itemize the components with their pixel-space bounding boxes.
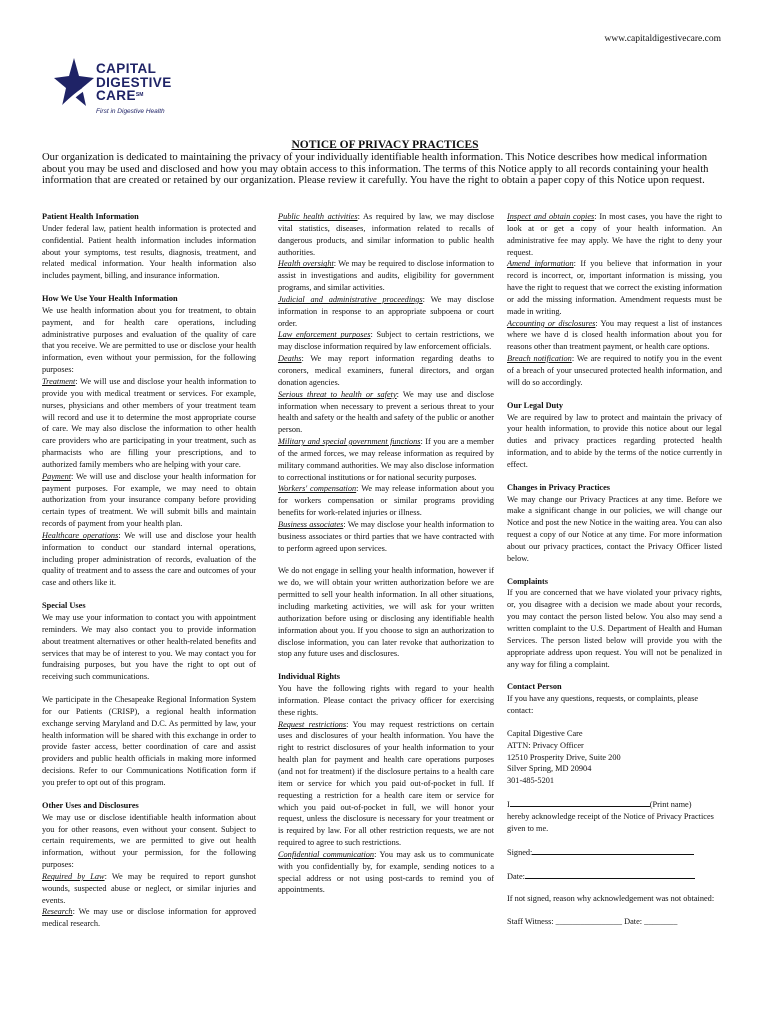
website-url: www.capitaldigestivecare.com	[604, 34, 721, 44]
amend-paragraph: Amend information: If you believe that information in your record is incorrect, or, important information is missing, you have the right to request that we correct the existing information or add the missing information. Amendment requests must be made in writing.	[507, 259, 723, 316]
duty-heading: Our Legal Duty	[507, 400, 564, 410]
complaints-heading: Complaints	[507, 576, 549, 586]
public-health-paragraph: Public health activities: As required by law, we may disclose vital statistics, diseases, information related to recalls of dangerous products, and similar information to public health authorities.	[278, 212, 494, 257]
changes-text: We may change our Privacy Practices at any time. Before we make a significant change in our policies, we will change our Notice and post the new Notice in the waiting area. You can also request a copy of our Notice at any time. For more information about our privacy practices, contact the Privacy Officer listed below.	[507, 494, 722, 563]
operations-paragraph: Healthcare operations: We will use and disclose your health information to conduct our standard internal operations, including proper administration of records, evaluation of the quality of treatment and to assess the care and outcomes of your case and others like it.	[42, 530, 256, 588]
date-field[interactable]	[525, 870, 695, 879]
military-paragraph: Military and special government functions: If you are a member of the armed forces, we may release information as required by military command authorities. We may also disclose information to correctional institutions or for national security purposes.	[278, 437, 494, 482]
address-street: 12510 Prosperity Drive, Suite 200	[507, 752, 621, 762]
amend-label: Amend information	[507, 259, 574, 269]
use-heading: How We Use Your Health Information	[42, 294, 178, 304]
threat-label: Serious threat to health or safety	[278, 389, 397, 399]
print-name-field[interactable]	[510, 798, 650, 807]
address-phone: 301-485-5201	[507, 776, 555, 786]
capital-digestive-care-logo	[52, 54, 202, 124]
acknowledgement-name-line: I (Print name)	[507, 800, 692, 810]
contact-heading: Contact Person	[507, 682, 562, 692]
phi-heading: Patient Health Information	[42, 212, 139, 221]
rights-text: You have the following rights with regard to your health information. Please contact the privacy officer for exercising these rights.	[278, 684, 494, 717]
deaths-paragraph: Deaths: We may report information regarding deaths to coroners, medical examiners, funeral directors, and organ donation agencies.	[278, 354, 494, 387]
research-label: Research	[42, 907, 73, 917]
column-2	[278, 211, 494, 896]
other-heading: Other Uses and Disclosures	[42, 800, 139, 810]
complaints-text: If you are concerned that we have violated your privacy rights, or, you disagree with a decision we made about your records, you may contact the person listed below. You also may send a written complaint to the U.S. Department of Health and Human Services. The person listed below will provide you with the appropriate address upon request. You will not be penalized in any way for filing a complaint.	[507, 588, 722, 669]
address-city: Silver Spring, MD 20904	[507, 764, 592, 774]
date-line: Date:	[507, 870, 722, 883]
logo-line-1: CAPITAL	[96, 61, 157, 76]
address-org: Capital Digestive Care	[507, 728, 583, 738]
confidential-paragraph: Confidential communication: You may ask us to communicate with you confidentially by, for example, sending notices to a special address or not using post-cards to remind you of appointments.	[278, 849, 494, 895]
phi-text: Under federal law, patient health information is protected and confidential. Patient health information includes information about your symptoms, test results, diagnosis, treatment, and related medical information. Your health information also includes payment, billing, and insurance information.	[42, 223, 256, 281]
workers-label: Workers' compensation	[278, 484, 357, 494]
threat-paragraph: Serious threat to health or safety: We may use and disclose information when necessary to prevent a serious threat to your health and safety or the health and safety of the public or another person.	[278, 389, 494, 435]
duty-text: We are required by law to protect and maintain the privacy of your health information, to provide this notice about our legal duties and privacy practices regarding protected health information, and to abide by the terms of the notice currently in effect.	[507, 412, 722, 469]
special-heading: Special Uses	[42, 601, 86, 611]
changes-heading: Changes in Privacy Practices	[507, 482, 610, 492]
logo-servicemark: SM	[135, 92, 144, 98]
research-paragraph: Research: We may use or disclose information for approved medical research.	[42, 907, 256, 929]
staff-witness-line: Staff Witness: ________________ Date: ________	[507, 917, 678, 927]
address-attn: ATTN: Privacy Officer	[507, 740, 584, 750]
confidential-label: Confidential communication	[278, 849, 375, 859]
oversight-paragraph: Health oversight: We may be required to disclose information to assist in investigations and audits, eligibility for government programs, and similar activities.	[278, 259, 494, 293]
inspect-paragraph: Inspect and obtain copies: In most cases, you have the right to look at or get a copy of your health information. An administrative fee may apply. We have the right to deny your request.	[507, 212, 722, 257]
business-label: Business associates	[278, 519, 344, 529]
oversight-label: Health oversight	[278, 259, 334, 269]
law-enforcement-label: Law enforcement purposes	[278, 330, 371, 340]
law-enforcement-paragraph: Law enforcement purposes: Subject to certain restrictions, we may disclose information required by law enforcement officials.	[278, 330, 495, 352]
operations-label: Healthcare operations	[42, 530, 119, 540]
breach-paragraph: Breach notification: We are required to notify you in the event of a breach of your unsecured protected health information, and will do so accordingly.	[507, 354, 722, 387]
use-text: We use health information about you for treatment, to obtain payment, and for health care operations, including administrative purposes and evaluation of the quality of care that you receive. We are permitted to use or disclose your health information, even without your permission, for the following purposes:	[42, 305, 256, 375]
rights-heading: Individual Rights	[278, 672, 341, 682]
crisp-text: We participate in the Chesapeake Regional Information System for our Patients (CRISP), a regional health information exchange serving Maryland and D.C. As permitted by law, your health information will be shared with this exchange in order to provide faster access, better coordination of care and assist providers and public health officials in making more informed decisions. Refer to our Communications Notification form if you prefer to opt out of this program.	[42, 695, 256, 787]
payment-paragraph: Payment: We will use and disclose your health information for payment purposes. For example, we may need to obtain authorization from your insurance company before providing certain types of treatment. We will submit bills and maintain records of payment from your health plan.	[42, 471, 256, 529]
signature-field[interactable]	[532, 846, 694, 855]
star-swoosh-icon	[52, 54, 96, 124]
public-health-label: Public health activities	[278, 212, 358, 221]
restrictions-paragraph: Request restrictions: You may request restrictions on certain uses and disclosures of your health information. You have the right to restrict disclosures of your health information to your health plan for payment and health care operations purposes (and not for treatment) if the disclosure pertains to a health care item or service for which you paid out-of-pocket in full. If requesting a restriction for a health care item or service for which you paid out-of-pocket in full, we will honor your request, unless the disclosure is necessary for your treatment or is required by law. For all other restriction requests, we are not required to agree to such restrictions.	[278, 719, 494, 848]
required-paragraph: Required by Law: We may be required to report gunshot wounds, suspected abuse or neglect, or similar injuries and events.	[42, 871, 256, 905]
business-paragraph: Business associates: We may disclose your health information to business associates or third parties that we have contracted with to perform agreed upon services.	[278, 519, 494, 553]
signed-line: Signed:	[507, 846, 722, 859]
special-text: We may use your information to contact you with appointment reminders. We may also contact you to provide information about treatment alternatives or other health-related benefits and services that may be of interest to you. We may contact you for fundraising purposes, but you have the right to opt out of receiving such communications.	[42, 613, 256, 682]
logo-line-2: DIGESTIVE	[96, 74, 172, 90]
column-1	[42, 211, 256, 930]
workers-paragraph: Workers' compensation: We may release information about you for workers compensation or similar programs providing benefits for work-related injuries or illness.	[278, 484, 495, 518]
intro-paragraph: Our organization is dedicated to maintaining the privacy of your individually identifiable health information. This Notice describes how medical information about you may be used and disclosed and how you may obtain access to this information. The terms of this Notice apply to all records containing your health information that are created or retained by our organization. Please review it carefully. You have the right to obtain a paper copy of this Notice upon request.	[42, 152, 709, 187]
column-3	[507, 211, 722, 928]
notice-title: NOTICE OF PRIVACY PRACTICES	[291, 139, 479, 151]
judicial-paragraph: Judicial and administrative proceedings: We may disclose information in response to an appropriate subpoena or court order.	[278, 294, 494, 328]
treatment-paragraph: Treatment: We will use and disclose your health information to provide you with medical treatment or services. For example, nurses, physicians and other members of your treatment team will record and use it to determine the most appropriate course of care. We may also disclose the information to other health care providers who are participating in your treatment, such as pharmacists who are filling your prescriptions, and to authorized family members who are helping with your care.	[42, 376, 256, 469]
logo-line-3: CARE	[96, 88, 136, 103]
judicial-label: Judicial and administrative proceedings	[278, 294, 423, 304]
accounting-label: Accounting or disclosures	[507, 318, 596, 328]
logo-tagline: First in Digestive Health	[96, 108, 165, 115]
military-label: Military and special government functions	[278, 437, 421, 447]
inspect-label: Inspect and obtain copies	[507, 212, 595, 221]
restrictions-label: Request restrictions	[278, 719, 347, 729]
selling-text: We do not engage in selling your health information, however if we do, we will obtain your written authorization before we are permitted to sell your health information. In all other situations, including marketing activities, we will ask for your written authorization before using or disclosing any identifiable health information about you. If you choose to sign an authorization to disclose information, you can later revoke that authorization to stop any future uses and disclosures.	[278, 566, 494, 659]
treatment-label: Treatment	[42, 376, 76, 386]
breach-label: Breach notification	[507, 354, 572, 364]
contact-text: If you have any questions, requests, or complaints, please contact:	[507, 694, 699, 716]
accounting-paragraph: Accounting or disclosures: You may request a list of instances where we have d is closed health information about you for reasons other than treatment payment, or health care options.	[507, 318, 722, 352]
deaths-label: Deaths	[278, 354, 302, 364]
required-label: Required by Law	[42, 871, 105, 881]
payment-label: Payment	[42, 471, 72, 481]
not-signed-text: If not signed, reason why acknowledgement was not obtained:	[507, 894, 715, 904]
acknowledgement-text: hereby acknowledge receipt of the Notice of Privacy Practices given to me.	[507, 811, 714, 833]
logo-wordmark	[96, 62, 172, 103]
other-text: We may use or disclose identifiable health information about you for other reasons, even without your consent. Subject to certain requirements, we are permitted to give out health information, without your permission, for the following purposes:	[42, 812, 256, 870]
